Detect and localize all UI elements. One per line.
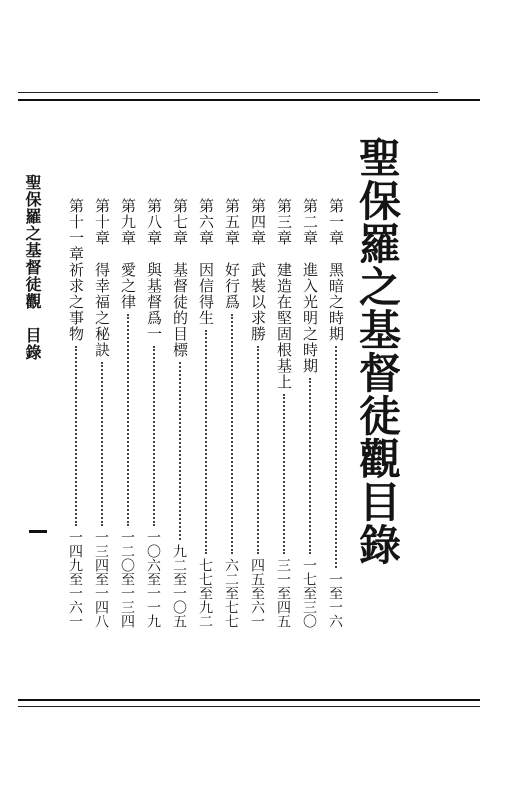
page-range: 一至一六 (327, 572, 343, 628)
dot-leader (75, 346, 77, 526)
toc-entry-4[interactable] (248, 198, 268, 628)
page-number-mark (29, 530, 47, 533)
chapter-number: 第十章 (93, 198, 111, 246)
page-range: 六二至七七 (223, 558, 239, 628)
page-range: 九二至一〇五 (171, 544, 187, 628)
page-range: 一二〇至一三四 (119, 530, 135, 628)
dot-leader (283, 394, 285, 554)
chapter-number: 第九章 (119, 198, 137, 246)
dot-leader (179, 362, 181, 540)
chapter-number: 第三章 (275, 198, 293, 246)
toc-entry-9[interactable] (118, 198, 138, 628)
page-range: 一四九至一六一 (67, 530, 83, 628)
page-range: 四五至六一 (249, 558, 265, 628)
chapter-title: 與基督爲一 (145, 262, 163, 342)
chapter-number: 第一章 (327, 198, 345, 246)
toc-entry-10[interactable] (92, 198, 112, 628)
top-rule-thin (18, 92, 438, 93)
toc-entry-3[interactable] (274, 198, 294, 628)
toc-entry-1[interactable] (326, 198, 346, 628)
toc-entry-6[interactable] (196, 198, 216, 628)
page-range: 七七至九二 (197, 558, 213, 628)
chapter-number: 第八章 (145, 198, 163, 246)
chapter-number: 第二章 (301, 198, 319, 246)
bottom-rule-thin (18, 706, 480, 707)
dot-leader (309, 378, 311, 554)
chapter-title: 好行爲 (223, 262, 241, 310)
running-header: 聖保羅之基督徒觀 目錄 (23, 174, 42, 361)
chapter-title: 因信得生 (197, 262, 215, 326)
chapter-number: 第十一章 (67, 198, 85, 262)
toc-entry-5[interactable] (222, 198, 242, 628)
page-range: 一〇六至一一九 (145, 530, 161, 628)
dot-leader (205, 330, 207, 554)
bottom-rule-thick (18, 699, 480, 701)
chapter-title: 祈求之事物 (67, 262, 85, 342)
chapter-number: 第七章 (171, 198, 189, 246)
chapter-title: 武裝以求勝 (249, 262, 267, 342)
toc-entry-11[interactable] (66, 198, 86, 628)
top-rule-thick (18, 99, 480, 101)
toc-entry-8[interactable] (144, 198, 164, 628)
chapter-number: 第四章 (249, 198, 267, 246)
dot-leader (335, 346, 337, 568)
dot-leader (231, 314, 233, 554)
dot-leader (101, 362, 103, 526)
page-range: 一三四至一四八 (93, 530, 109, 628)
chapter-title: 進入光明之時期 (301, 262, 319, 374)
toc-entry-7[interactable] (170, 198, 190, 628)
chapter-title: 黑暗之時期 (327, 262, 345, 342)
chapter-title: 得幸福之秘訣 (93, 262, 111, 358)
dot-leader (153, 346, 155, 526)
dot-leader (257, 346, 259, 554)
chapter-number: 第五章 (223, 198, 241, 246)
toc-entry-2[interactable] (300, 198, 320, 628)
chapter-title: 基督徒的目標 (171, 262, 189, 358)
dot-leader (127, 314, 129, 526)
page-range: 一七至三〇 (301, 558, 317, 628)
chapter-title: 建造在堅固根基上 (275, 262, 293, 390)
page-range: 三一至四五 (275, 558, 291, 628)
chapter-number: 第六章 (197, 198, 215, 246)
page-title: 聖保羅之基督徒觀目錄 (353, 136, 402, 566)
chapter-title: 愛之律 (119, 262, 137, 310)
